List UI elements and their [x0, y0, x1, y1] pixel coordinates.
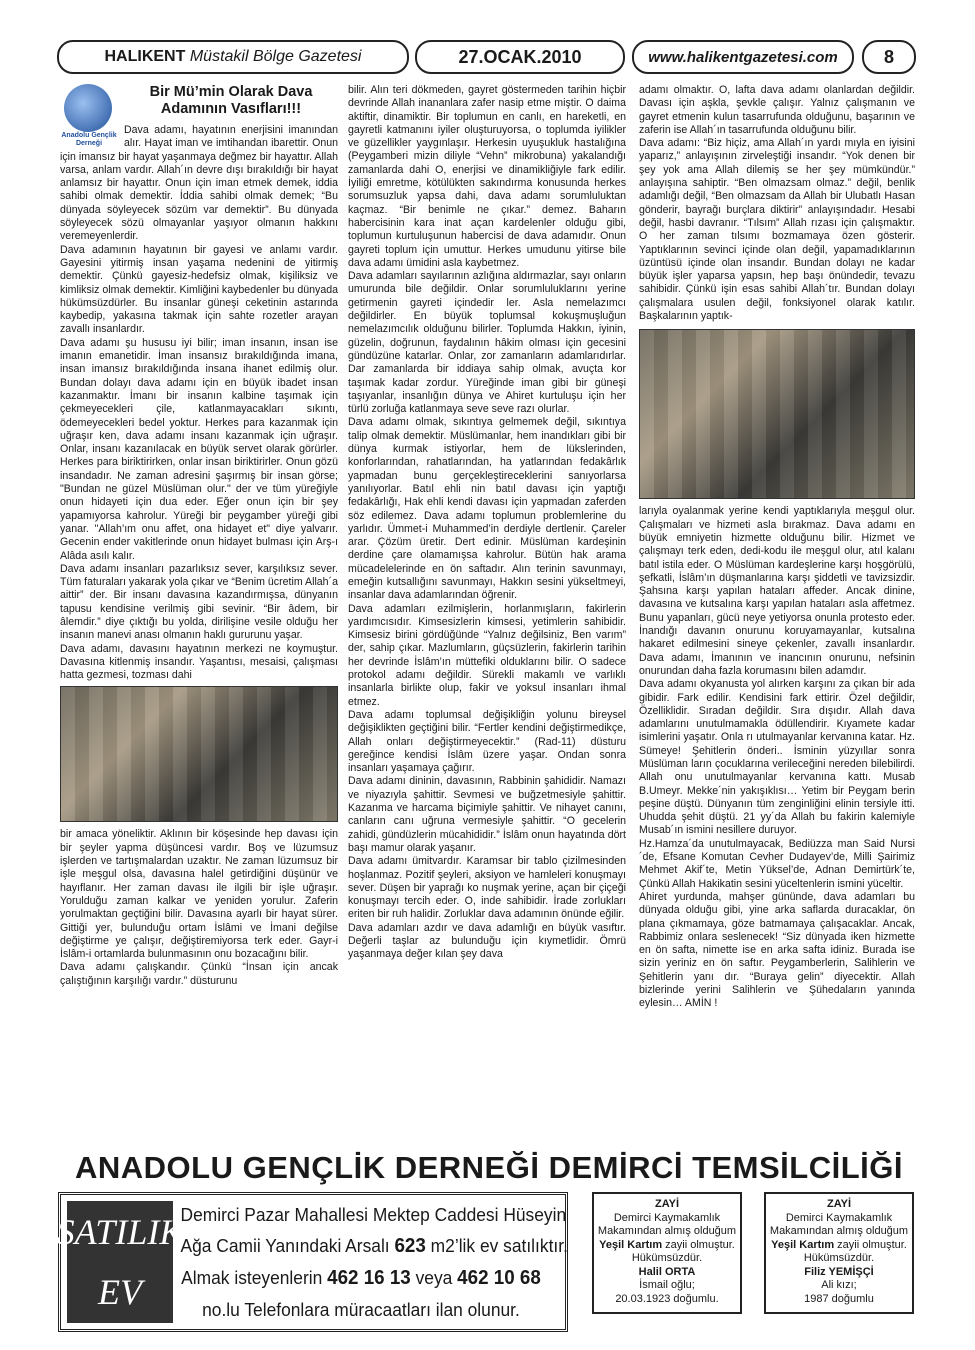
paragraph: Dava adamı insanları pazarlıksız sever, karşılıksız sever. Tüm faturaları yakarak yola çıkar ve “Benim ücretim Allah´a aittir” der. Bir insanı davasına kazandırmışsa, dünyanın tapusu kendisine verilmiş gibi sevinir. “Bir âdem, bir âlemdir.” diye çıktığı bu yolda, dirilişine vesile olduğu her insanın manevi anası olmanın haklı gururunu yaşar. — [60, 562, 338, 642]
notice-bold: Yeşil Kartım — [599, 1238, 663, 1251]
page-number: 8 — [862, 40, 916, 74]
paper-subtitle: Müstakil Bölge Gazetesi — [189, 48, 362, 65]
association-logo — [60, 84, 118, 146]
paper-name: HALIKENT — [104, 48, 186, 65]
article-title: Bir Mü’min Olarak Dava Adamının Vasıfları!!! — [149, 84, 313, 117]
paragraph: Dava adamları ezilmişlerin, horlanmışların, fakirlerin yardımcısıdır. Kimsesizlerin kimsesi, yetimlerin sahibidir. Kimsesiz birini gördüğünde “Yalnız değilsiniz, Ben varım” der, sahip çıkar. Mazlumların, güçsüzlerin, fakirlerin tarihin her devrinde İslâm’ın müttefiki olduklarını bilir. O sadece protokol adamı değildir. Sürekli makamlı ve varlıklı insanlarla birlikte olup, fakir ve yoksul insanları ihmal etmez. — [348, 602, 626, 708]
notice-line-text: zayii olmuştur. — [665, 1238, 735, 1251]
association-banner: ANADOLU GENÇLİK DERNEĞİ DEMİRCİ TEMSİLCİLİĞİ — [75, 1150, 903, 1185]
paragraph: Dava adamının hayatının bir gayesi ve anlamı vardır. Gayesini yitirmiş insan yaşama nedenini de yitirmiş demektir. Çünkü gayesiz-hedefsiz olmak, kişiliksiz ve kimliksiz olmak demektir. Kimliğini kaybedenler bu dünyada hükümsüzdürler. Bu insanlar güneşi ceketinin astarında kaybedip, yakasına takmak için sahte rozetler arayan zavallı insanlardır. — [60, 243, 338, 336]
notice-line-text: zayii olmuştur. — [837, 1238, 907, 1251]
paragraph: Dava adamı olmak, sıkıntıya gelmemek değil, sıkıntıya talip olmak demektir. Müslümanlar, hem inandıkları gibi bir dünya kurmak istiyorlar, hem de lükslerinden, konforlarından, rahatlarından, ha yatlarından fedakârlık yapmadan bunu gerçekleştireceklerini sanıyorlarsa yanılıyorlar. Batıl ehli nin batıl davası için yaptığı fedakârlığı, Hak ehli kendi davası için yapmadan zaferden söz edilemez. Dava adamı toplumun problemlerine du yarlıdır. Ümmet-i Muhammed’in derdiyle dertlenir. Çareler arar. Çözüm üretir. Dert edinir. Müslüman kardeşinin derdine çare olamamışsa kahrolur. Bütün hak arama mücadelelerinde en ön saftadır. Alın terinin savunmayı, emeğin kutsallığını savunmayı, Hakkın sesini yükseltmeyi, insanlar dava adamlarından öğrenir. — [348, 416, 626, 602]
notice-name — [594, 1266, 740, 1280]
notice-name-text: Halil ORTA — [638, 1265, 696, 1278]
paragraph: bilir. Alın teri dökmeden, gayret göstermeden tarihin hiçbir devrinde Allah inananlara zafer nasip etme miştir. O daima aktiftir, dinamiktir. Bir toplumun en canlı, en hareketli, en gayretli katmanını iyiler oluşturuyorsa, o toplumda iyilikler ve güzellikler yaygınlaşır. Herkesin uyuşukluk hastalığına (Peygamberi mizin diliyle “Vehn” mikrobuna) yakalandığı zamanlarda dahi O, enerjisi ve dinamikliğiyle fark edilir. İyiliği emretme, kötülükten sakındırma konusunda herkes sorumsuzluk yapsa dahi, dava adamı sorumluluktan kaçmaz. “Bir benimle ne çıkar.” demez. Baharın habercisinin kara inat açan kardelenler olduğu gibi, toplumun kurtuluşunun habercisi de dava adamıdır. Onun gayreti toplum için umuttur. Herkes umudunu yitirse bile dava adamı ümidini asla kaybetmez. — [348, 84, 626, 269]
group-photo — [60, 686, 338, 822]
sale-advertisement — [58, 1192, 568, 1332]
article-column-3 — [639, 84, 915, 1149]
paragraph: Ahiret yurdunda, mahşer gününde, dava adamları bu dünyada olduğu gibi, yine arka saflarda duracaklar, ön plana çıkmamaya, göze batmamaya çalışacaklar. Ancak, Rabbimiz onlara seslenecek! “Siz dünyada iken hizmette en ön safta, nimette ise en arka safta idiniz. Burada ise sizin yeriniz en ön saftır. Peygamberlerin, Salihlerin ve Şehitlerin yanı dır. “Buraya gelin” diyecektir. Allah bizlerinde yerini Salihlerin ve Şühedaların yanında eylesin… AMİN ! — [639, 890, 915, 1010]
logo-text: Anadolu Gençlik Derneği — [61, 132, 117, 147]
ad-line-4: no.lu Telefonlara müracaatları ilan olunur. — [202, 1299, 520, 1320]
ad-line-2-text: Ağa Camii Yanındaki Arsalı — [180, 1235, 390, 1256]
paragraph: Dava adamı çalışkandır. Çünkü “İnsan için ancak çalıştığının karşılığı vardır.” düsturunu — [60, 961, 338, 987]
notice-bold: Yeşil Kartım — [771, 1238, 835, 1251]
paragraph: Dava adamı şu hususu iyi bilir; iman insanın, insan ise imanın emanetidir. İman insansız bırakıldığında imana, insan imansız bırakıldığında insana ihanet edilmiş olur. Bundan dolayı dava adamı için en büyük ibadet insan kazanmaktır. İmanı bir insanın kalbine taşımak için çekmeyecekleri çile, katlanmayacakları sıkıntı, ödemeyecekleri bedel yoktur. Herkes para kazanmak için uğraşır ken, dava adamı insanı kazanmak için uğraşır. Onlar, insanı kazanılacak en büyük servet olarak görürler. Herkes para biriktirirken, onlar insan biriktirirler. Onun gözü insandadır. Ne zaman adresini şaşırmış bir insan görse; "Bundan ne güzel Müslüman olur." der ve tüm yüreğiyle onun hidayeti için dua eder. Eğer onun için bir şey yapamıyorsa kahrolur. Yüreği bir peygamber yüreği gibi yanar. "Allah’ım onu affet, ona hidayet et" diye yalvarır. Gecenin ender vakitlerinde onun hidayet bulması için Arş-ı Alâda asılı kalır. — [60, 336, 338, 562]
ad-line-2-suffix: m2’lik ev satılıktır. — [430, 1235, 568, 1256]
paragraph: Dava adamları sayılarının azlığına aldırmazlar, sayı onların umurunda bile değildir. Onlar sorumluluklarını yerine getirmenin gayreti içindedir ler. Asla nemelazımcı değildirler. En büyük toplumsal kokuşmuşluğun nemelazımcılık olduğunu bilirler. Toplumda Hakkın, iyinin, güzelin, doğrunun, faydalının hâkim olması için gecesini gündüzüne katarlar. Onlar, zor zamanların adamlarıdırlar. Dar zamanlarda bir iddiaya sahip olmak, avuçta kor taşımak kadar zordur. Yüreğinde iman gibi bir güneşi taşıyanlar, insanlığın dünya ve Ahiret kurtuluşu için her türlü zorluğa katlanmaya seve seve razı olurlar. — [348, 270, 626, 416]
ad-line-1: Demirci Pazar Mahallesi Mektep Caddesi Hüseyin — [180, 1204, 567, 1225]
ad-line-3 — [181, 1262, 542, 1294]
article-column-2 — [348, 84, 626, 1149]
paragraph: bir amaca yöneliktir. Aklının bir köşesinde hep davası için bir şeyler yapma düşüncesi vardır. Boş ve lüzumsuz işlerden ve tartışmalardan uzaktır. Ne zaman lüzumsuz bir işle meşgul olsa, davasına halel getirdiğini düşünür ve hayıflanır. Her zaman davası ile ilgili bir işle uğraşır. Yorulduğu zaman kalkar ve yeniden yorulur. Zaferin yorulmaktan geçtiğini bilir. Davasına ayarlı bir hayat sürer. Gittiği yer, bulunduğu ortam İslâmi ve İmani değilse değiştirme ye çalışır, değiştiremiyorsa terk eder. Gayr-i İslâm-i ortamlarda bulunmasının onu bozacağını bilir. — [60, 828, 338, 961]
ad-line-3-or: veya — [415, 1267, 453, 1288]
notice-line: Ali kızı; — [821, 1279, 857, 1291]
paragraph: Dava adamları azdır ve dava adamlığı en büyük vasıftır. Değerli taşlar az bulunduğu için kıymetlidir. Ömrü yaşanmaya değer kılan şey dava — [348, 921, 626, 961]
paragraph: Dava adamı, hayatının enerjisini imanından alır. Hayat iman ve imtihandan ibarettir. Onun için imansız bir hayat yaşanmaya değmez bir hayattır. Allah varsa, anlam vardır. Allah´ın devre dışı bırakıldığı bir hayat anlamsız bir hayattır. Onun için iman etmek demek, iddia sahibi olmak demektir. İddia sahibi olmak demek; “Bu dünyada söyleyecek sözüm var demektir”. Bu dünyada söyleyecek sözü olmayanlar yaşıyor olmanın hakkını veremeyenlerdir. — [60, 124, 338, 243]
group-photo-2 — [639, 329, 915, 499]
ad-line-3-text: Almak isteyenlerin — [181, 1267, 323, 1288]
notice-line: 20.03.1923 doğumlu. — [615, 1292, 719, 1305]
ad-line-2 — [180, 1230, 568, 1262]
notice-line: Demirci Kaymakamlık — [785, 1211, 893, 1224]
notice-line: İsmail oğlu; — [639, 1279, 695, 1291]
paragraph: adamı olmaktır. O, lafta dava adamı olanlardan değildir. Davası için aşkla, şevkle çalışır. Yalnız çalışmanın ve gayret etmenin kulun tasarrufunda olduğunu, başarının ve zaferin ise Allah´ın tasarrufunda olduğunu bilir. — [639, 84, 915, 136]
paragraph: Dava adamı toplumsal değişikliğin yolunu bireysel değişiklikten geçtiğini bilir. “Fertler kendini değiştirmedikçe, Allah onları değiştirmeyecektir.” (Rad-11) düsturu gereğince kendisi İslâm üzere yaşar. Ondan sonra insanları yaşamaya çağırır. — [348, 708, 626, 775]
paragraph: Dava adamı dininin, davasının, Rabbinin şahididir. Namazı ve niyazıyla şahittir. Sevmesi ve buğzetmesiyle şahittir. Kazanma ve harcama biçimiyle şahittir. Ve nihayet canını, canların canı uğruna vermesiyle şahittir. “O gecelerin zahidi, gündüzlerin mücahididir.” İslâm onun hayatında dört başı mamur olarak yaşanır. — [348, 775, 626, 854]
article-column-1 — [60, 84, 338, 1149]
ad-label — [56, 1201, 184, 1323]
notice-line: Makamından almış olduğum — [597, 1225, 737, 1237]
ad-text — [173, 1195, 568, 1329]
notice-line: Hükümsüzdür. — [803, 1252, 875, 1264]
lost-notice-2 — [764, 1192, 914, 1314]
ad-area-value: 623 — [394, 1235, 426, 1257]
ad-label-line-1: SATILIK — [56, 1212, 184, 1252]
paragraph: Dava adamı: “Biz hiçiz, ama Allah´ın yardı mıyla en iyisini yaparız,” anlayışının zirveleştiği insandır. “Yok denen bir şey yok ama Allah dilemiş se her şey mümkündür.” anlayışına sahiptir. “Ben olmazsam olmaz.” değil, benlik adamlığı değil, “Ben olmazsam da Allah bir Ulubatlı Hasan gönderir, bayrağı burçlara diktirir” anlayışındadır. Hesabi değil, hasbi davranır. “Tılsım” Allah rızası için çalışmaktır. O her zaman tılsımı bozmamaya özen gösterir. Yaptıklarının sevinci içinde olan değil, yapamadıklarının üzüntüsü içinde olan insandır. Bundan dolayı ne kadar büyük işler yaparsa yapsın, hep başı önündedir, tevazu sahibidir. Çünkü işin esas sahibi Allah´tır. Bundan dolayı çalışmalara usulen değil, fonksiyonel olarak katılır. Başkalarının yaptık- — [639, 137, 915, 323]
notice-name — [766, 1266, 912, 1280]
notice-title-text: ZAYİ — [826, 1198, 852, 1210]
notice-line: Hükümsüzdür. — [631, 1252, 703, 1264]
notice-name-text: Filiz YEMİŞÇİ — [804, 1265, 874, 1278]
ad-phone-2: 462 10 68 — [457, 1267, 541, 1289]
paragraph: Hz.Hamza´da unutulmayacak, Bediüzza man Said Nursi´de, Efsane Komutan Cevher Dudayev’de, Milli Şairimiz Mehmet Akif´te, Metin Yüksel’de, Adnan Demirtürk´te, Çünkü Allah Hakikatin sesini yüceltenlerin ismini yüceltir. — [639, 837, 915, 890]
website-link[interactable]: www.halikentgazetesi.com — [632, 40, 854, 74]
logo-emblem-icon — [64, 84, 112, 132]
notice-line: 1987 doğumlu — [804, 1292, 874, 1305]
lost-notice-1 — [592, 1192, 742, 1314]
paper-title — [57, 40, 409, 74]
ad-phone-1: 462 16 13 — [327, 1267, 411, 1289]
issue-date: 27.OCAK.2010 — [415, 40, 625, 74]
paragraph: Dava adamı, davasını hayatının merkezi ne koymuştur. Davasına kitlenmiş insandır. Yaşantısı, mesaisi, çalışması hatta gezmesi, tozması dahi — [60, 642, 338, 682]
paragraph: Dava adamı okyanusta yol alırken karşını za çıkan bir ada gibidir. Fark edilir. Kendisini fark ettirir. Özel değildir, Özelliklidir. Sıradan değildir. Sıra dışıdır. Allah dava adamlarını unutulmamakla ödüllendirir. Kıyamete kadar isimlerini yaşatır. Onla rı utulmayanlar kervanına katar. Hz. Sümeye! Şehitlerin önderi.. İsminin yüzyıllar sonra Müslüman ların çocuklarına verileceğini nereden bilebilirdi. Allah onu unutulmayanlar kervanına kattı. Musab B.Umeyr. Mekke´nin yakışıklısı… Yetim bir Peygam berin peşine düştü. Dünyanın tüm zenginliğini elinin tersiyle itti. Uhudda şehit düştü. 21 yy´da Allah bu fakirin kalemiyle Musab´ın ismini nesillere duruyor. — [639, 678, 915, 837]
notice-title — [594, 1198, 740, 1212]
notice-line: Demirci Kaymakamlık — [613, 1211, 721, 1224]
notice-title — [766, 1198, 912, 1212]
notice-line — [766, 1239, 912, 1253]
ad-label-line-2: EV — [98, 1272, 142, 1312]
paragraph: Dava adamı ümitvardır. Karamsar bir tablo çizilmesinden hoşlanmaz. Pozitif şeyleri, aksiyon ve hamleleri konuşmayı sever. Düşen bir yaprağı ko nuşmak yerine, açan bir çiçeği konuşmayı tercih eder. O, inde sahibidir. İrade zorlukları eriten bir ruh halidir. Zorluklar dava adamının önünde eğilir. — [348, 855, 626, 921]
notice-line: Makamından almış olduğum — [769, 1225, 909, 1237]
notice-title-text: ZAYİ — [654, 1198, 680, 1210]
paragraph: larıyla oyalanmak yerine kendi yaptıklarıyla meşgul olur. Çalışmaları ve hizmeti asla bırakmaz. Dava adamı en büyük emniyetin hizmette olduğunu bilir. Hizmet ve çalışmayı terk eden, dedi-kodu ile meşgul olur, atıl kalanı batıl istila eder. O Müslüman kardeşlerine karşı hoşgörülü, şefkatli, İslâm’ın düşmanlarına karşı şiddetli ve tavizsizdir. Şahsına karşı yapılan hataları affeder. Ancak dinine, davasına ve kutsalına karşı yapılan hataları asla affetmez. Bunu yapanları, gücü neye yetiyorsa onunla protesto eder. İnandığı davanın onurunu koruyamayanlar, kutsalına hakaret edilmesini sineye çekenler, zavallı insanlardır. Dava adamı, İmanının ve inancının onurunu, nefsinin onurundan daha fazla korumasını bilen adamdır. — [639, 505, 915, 677]
notice-line — [594, 1239, 740, 1253]
